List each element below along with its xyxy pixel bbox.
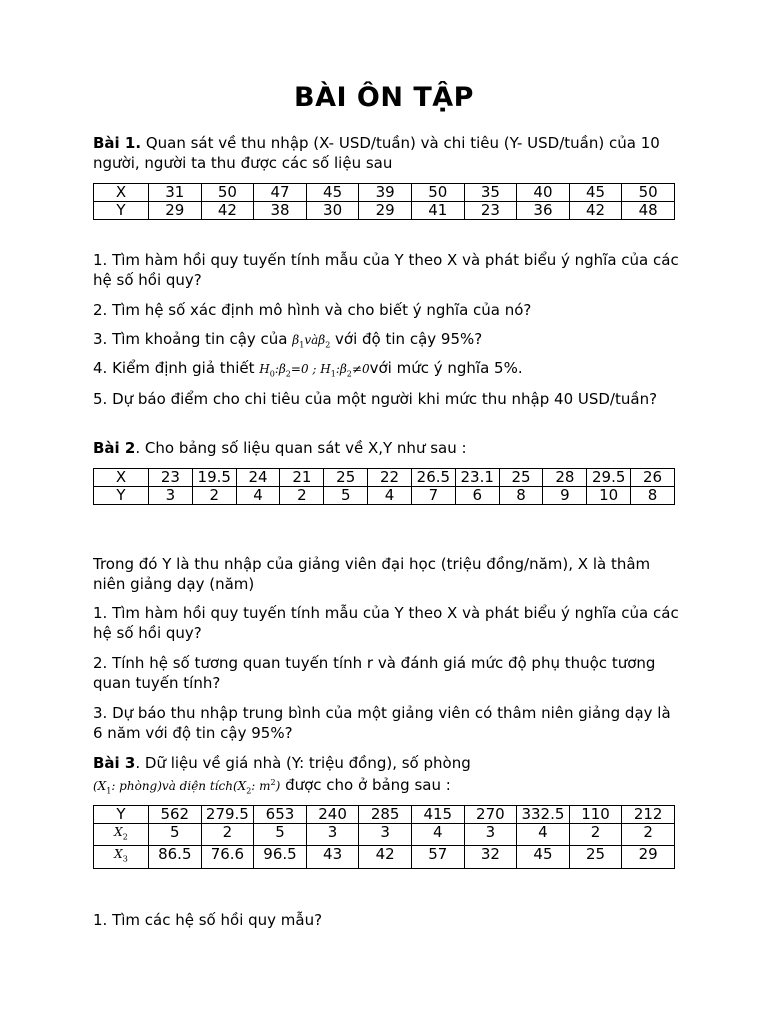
table-cell: 23 [464, 202, 517, 220]
table-cell: 45 [569, 184, 622, 202]
table-cell: 42 [359, 846, 412, 868]
table-cell: 45 [306, 184, 359, 202]
table-cell: 48 [622, 202, 675, 220]
bai1-question-5: 5. Dự báo điểm cho chi tiêu của một người khi mức thu nhập 40 USD/tuần? [93, 390, 658, 408]
table-cell: 43 [306, 846, 359, 868]
bai1-table [93, 183, 675, 220]
bai2-intro [93, 438, 683, 458]
table-cell: 32 [464, 846, 517, 868]
bai2-question-1: 1. Tìm hàm hồi quy tuyến tính mẫu của Y theo X và phát biểu ý nghĩa của các hệ số hồi quy? [93, 604, 679, 642]
table-cell: 86.5 [149, 846, 202, 868]
bai3-variable-math: ($X_1$: phòng)và diện $tích(X_2$: $m^2$) [93, 778, 281, 796]
table-cell: 22 [368, 469, 412, 487]
bai1-question-4-post: với mức ý nghĩa 5%. [369, 359, 523, 377]
bai1-question-4-pre: 4. Kiểm định giả thiết [93, 359, 260, 377]
table-cell: 4 [517, 824, 570, 846]
table-cell: 30 [306, 202, 359, 220]
table-cell: 50 [201, 184, 254, 202]
table-cell: 19.5 [192, 469, 236, 487]
bai1-question-4 [93, 358, 683, 384]
bai2-table [93, 468, 675, 505]
table-cell: 7 [411, 487, 455, 505]
table-cell: 270 [464, 806, 517, 824]
table-cell: 8 [499, 487, 543, 505]
table-cell: 3 [464, 824, 517, 846]
table-cell: 39 [359, 184, 412, 202]
bai2-context: Trong đó Y là thu nhập của giảng viên đại học (triệu đồng/năm), X là thâm niên giảng dạy (năm) [93, 555, 651, 593]
bai1-question-1: 1. Tìm hàm hồi quy tuyến tính mẫu của Y theo X và phát biểu ý nghĩa của các hệ số hồi quy? [93, 251, 679, 289]
table-cell: 212 [622, 806, 675, 824]
table-cell: 2 [622, 824, 675, 846]
table-cell: 5 [254, 824, 307, 846]
table-cell: 38 [254, 202, 307, 220]
beta-math-and: và [304, 333, 319, 347]
bai1-heading: Bài 1. [93, 134, 142, 152]
table-cell: 5 [324, 487, 368, 505]
table-cell: 31 [149, 184, 202, 202]
table-cell: 29 [359, 202, 412, 220]
table-cell: 25 [324, 469, 368, 487]
table-row-x2 [94, 824, 675, 846]
table-cell: 42 [201, 202, 254, 220]
table-cell: 3 [359, 824, 412, 846]
page-title: BÀI ÔN TẬP [294, 82, 474, 113]
table-cell: 2 [192, 487, 236, 505]
table-row-label: X [94, 184, 149, 202]
table-cell: 3 [149, 487, 193, 505]
bai3-intro-post: được cho ở bảng sau : [280, 776, 451, 794]
table-cell: 26 [631, 469, 675, 487]
bai1-question-3-post: với độ tin cậy 95%? [330, 330, 483, 348]
table-row-x3 [94, 846, 675, 868]
bai3-heading: Bài 3 [93, 754, 136, 772]
table-cell: 5 [149, 824, 202, 846]
table-cell: 4 [236, 487, 280, 505]
bai1-question-3 [93, 329, 683, 355]
table-cell: 653 [254, 806, 307, 824]
bai3-intro [93, 753, 683, 801]
table-cell: 332.5 [517, 806, 570, 824]
table-cell: 23.1 [455, 469, 499, 487]
table-row-x [94, 184, 675, 202]
table-cell: 240 [306, 806, 359, 824]
table-row-y [94, 487, 675, 505]
table-cell: 9 [543, 487, 587, 505]
table-cell: 25 [499, 469, 543, 487]
table-cell: 50 [622, 184, 675, 202]
bai2-heading: Bài 2 [93, 439, 136, 457]
table-cell: 6 [455, 487, 499, 505]
table-cell: 25 [569, 846, 622, 868]
table-cell: 279.5 [201, 806, 254, 824]
table-cell: 24 [236, 469, 280, 487]
table-cell: 21 [280, 469, 324, 487]
table-cell: 47 [254, 184, 307, 202]
table-cell: 2 [280, 487, 324, 505]
table-cell: 415 [411, 806, 464, 824]
beta-math: $\beta_1và\beta_2$ [292, 333, 331, 350]
bai1-question-2: 2. Tìm hệ số xác định mô hình và cho biết ý nghĩa của nó? [93, 301, 532, 319]
table-cell: 110 [569, 806, 622, 824]
table-cell: 562 [149, 806, 202, 824]
bai1-intro-text: Quan sát về thu nhập (X- USD/tuần) và chi tiêu (Y- USD/tuần) của 10 người, người ta thu được các số liệu sau [93, 134, 660, 172]
table-cell: 41 [411, 202, 464, 220]
table-cell: 3 [306, 824, 359, 846]
table-row-label: Y [94, 487, 149, 505]
table-cell: 4 [368, 487, 412, 505]
table-cell: 45 [517, 846, 570, 868]
table-cell: 36 [517, 202, 570, 220]
bai2-question-3: 3. Dự báo thu nhập trung bình của một giảng viên có thâm niên giảng dạy là 6 năm với độ tin cậy 95%? [93, 704, 671, 742]
bai1-question-3-pre: 3. Tìm khoảng tin cậy của [93, 330, 293, 348]
table-cell: 23 [149, 469, 193, 487]
bai3-question-1: 1. Tìm các hệ số hồi quy mẫu? [93, 911, 323, 929]
table-cell: 29 [149, 202, 202, 220]
table-cell: 40 [517, 184, 570, 202]
table-cell: 8 [631, 487, 675, 505]
table-row-x [94, 469, 675, 487]
bai3-table [93, 805, 675, 869]
table-cell: 285 [359, 806, 412, 824]
table-cell: 96.5 [254, 846, 307, 868]
bai2-question-2: 2. Tính hệ số tương quan tuyến tính r và đánh giá mức độ phụ thuộc tương quan tuyến tính? [93, 654, 656, 692]
table-cell: 42 [569, 202, 622, 220]
table-cell: 28 [543, 469, 587, 487]
table-cell: 29.5 [587, 469, 631, 487]
table-row-label: X [94, 469, 149, 487]
table-cell: 2 [201, 824, 254, 846]
bai1-intro [93, 133, 683, 173]
table-cell: 76.6 [201, 846, 254, 868]
table-cell: 29 [622, 846, 675, 868]
table-cell: 26.5 [411, 469, 455, 487]
table-cell: 35 [464, 184, 517, 202]
table-cell: 10 [587, 487, 631, 505]
table-row-label: Y [94, 202, 149, 220]
table-row-label: Y [94, 806, 149, 824]
table-row-label: $X_3$ [94, 846, 149, 868]
table-row-y [94, 806, 675, 824]
table-cell: 4 [411, 824, 464, 846]
table-row-label: $X_2$ [94, 824, 149, 846]
table-cell: 50 [411, 184, 464, 202]
hypothesis-math: $H_0:\beta_2=0$ ; $H_1:\beta_2\ne 0$ [259, 362, 370, 379]
table-row-y [94, 202, 675, 220]
table-cell: 57 [411, 846, 464, 868]
table-cell: 2 [569, 824, 622, 846]
bai2-intro-text: . Cho bảng số liệu quan sát về X,Y như sau : [135, 439, 467, 457]
bai3-intro-text: . Dữ liệu về giá nhà (Y: triệu đồng), số phòng [135, 754, 471, 772]
